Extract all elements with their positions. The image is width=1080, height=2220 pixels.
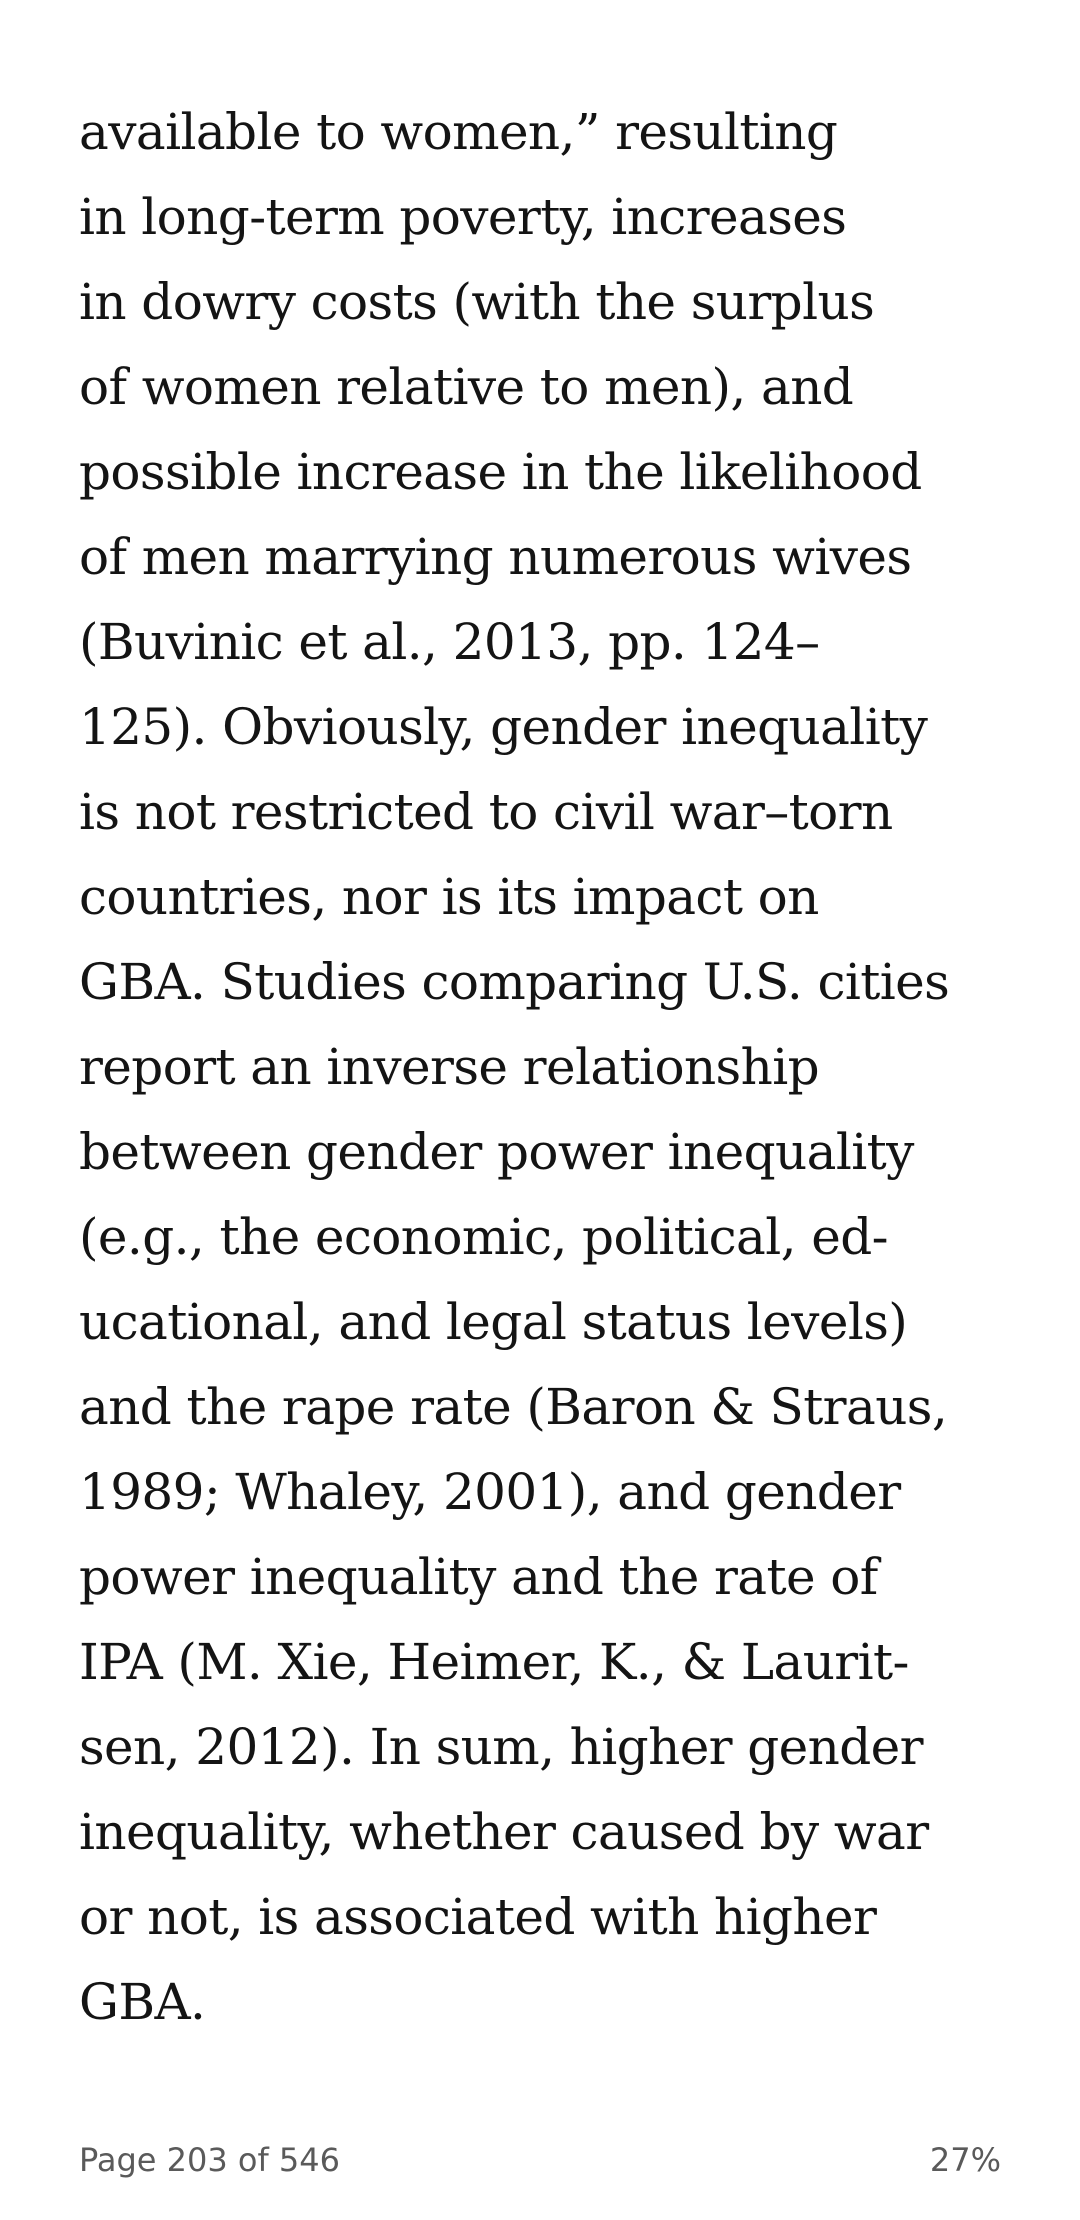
reading-progress: 27%	[929, 2141, 1001, 2179]
text-line: IPA (M. Xie, Heimer, K., & Laurit-	[79, 1633, 909, 1691]
text-line: report an inverse relationship	[79, 1038, 820, 1096]
text-line: power inequality and the rate of	[79, 1548, 878, 1606]
text-line: or not, is associated with higher	[79, 1888, 877, 1946]
reader-footer	[79, 2138, 1001, 2182]
book-text	[79, 90, 1019, 2045]
text-line: inequality, whether caused by war	[79, 1803, 929, 1861]
text-line: of women relative to men), and	[79, 358, 854, 416]
text-line: in long-term poverty, increases	[79, 188, 847, 246]
text-line: countries, nor is its impact on	[79, 868, 819, 926]
text-line: (Buvinic et al., 2013, pp. 124–	[79, 613, 820, 671]
text-line: and the rape rate (Baron & Straus,	[79, 1378, 948, 1436]
text-line: GBA. Studies comparing U.S. cities	[79, 953, 950, 1011]
page-indicator: Page 203 of 546	[79, 2141, 340, 2179]
text-line: possible increase in the likelihood	[79, 443, 922, 501]
text-line: 1989; Whaley, 2001), and gender	[79, 1463, 901, 1521]
text-line: 125). Obviously, gender inequality	[79, 698, 928, 756]
text-line: is not restricted to civil war–torn	[79, 783, 893, 841]
text-line: of men marrying numerous wives	[79, 528, 912, 586]
text-line: available to women,” resulting	[79, 103, 838, 161]
text-line: in dowry costs (with the surplus	[79, 273, 875, 331]
text-line: sen, 2012). In sum, higher gender	[79, 1718, 923, 1776]
text-line: between gender power inequality	[79, 1123, 914, 1181]
text-line: GBA.	[79, 1973, 206, 2031]
text-line: ucational, and legal status levels)	[79, 1293, 908, 1351]
text-line: (e.g., the economic, political, ed-	[79, 1208, 888, 1266]
